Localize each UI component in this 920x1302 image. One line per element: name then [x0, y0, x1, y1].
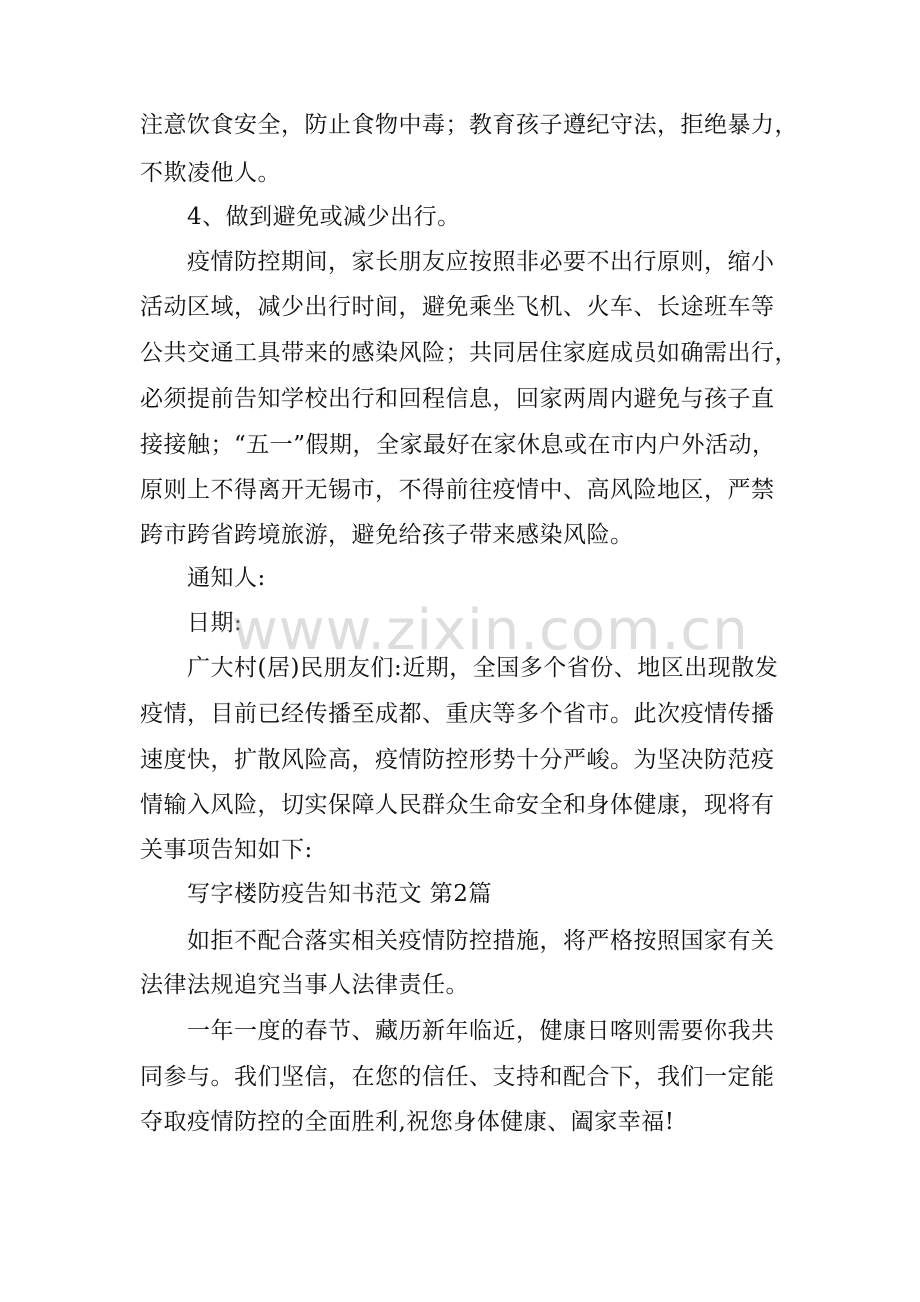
- text-line: 如拒不配合落实相关疫情防控措施，将严格按照国家有关: [187, 928, 775, 954]
- text-line: 不欺凌他人。: [140, 160, 281, 186]
- text-line: 疫情，目前已经传播至成都、重庆等多个省市。此次疫情传播: [140, 701, 775, 727]
- text-line: 速度快，扩散风险高，疫情防控形势十分严峻。为坚决防范疫: [140, 747, 775, 773]
- text-line: 原则上不得离开无锡市，不得前往疫情中、高风险地区，严禁: [140, 477, 775, 503]
- text-line: 活动区域，减少出行时间，避免乘坐飞机、火车、长途班车等: [140, 294, 775, 320]
- text-line: 夺取疫情防控的全面胜利,祝您身体健康、阖家幸福!: [140, 1109, 675, 1135]
- section-title: 写字楼防疫告知书范文 第2篇: [187, 881, 492, 907]
- heading-line: 4、做到避免或减少出行。: [187, 204, 461, 230]
- watermark: www.zixin.com.cn: [232, 598, 749, 663]
- text-line: 跨市跨省跨境旅游，避免给孩子带来感染风险。: [140, 522, 634, 548]
- text-line: 注意饮食安全，防止食物中毒；教育孩子遵纪守法，拒绝暴力，: [140, 112, 798, 138]
- text-line: 一年一度的春节、藏历新年临近，健康日喀则需要你我共: [187, 1018, 775, 1044]
- text-line: 必须提前告知学校出行和回程信息，回家两周内避免与孩子直: [140, 386, 775, 412]
- date-label: 日期:: [187, 610, 243, 636]
- text-line: 情输入风险，切实保障人民群众生命安全和身体健康，现将有: [140, 792, 775, 818]
- text-line: 公共交通工具带来的感染风险；共同居住家庭成员如确需出行，: [140, 340, 798, 366]
- text-line: 法律法规追究当事人法律责任。: [140, 972, 469, 998]
- text-line: 同参与。我们坚信，在您的信任、支持和配合下，我们一定能: [140, 1064, 775, 1090]
- notifier-label: 通知人:: [187, 565, 266, 591]
- text-line: 接接触；“五一”假期，全家最好在家休息或在市内户外活动，: [140, 432, 776, 458]
- text-line: 疫情防控期间，家长朋友应按照非必要不出行原则，缩小: [187, 249, 775, 275]
- text-line: 广大村(居)民朋友们:近期，全国多个省份、地区出现散发: [187, 655, 779, 681]
- text-line: 关事项告知如下:: [140, 837, 313, 863]
